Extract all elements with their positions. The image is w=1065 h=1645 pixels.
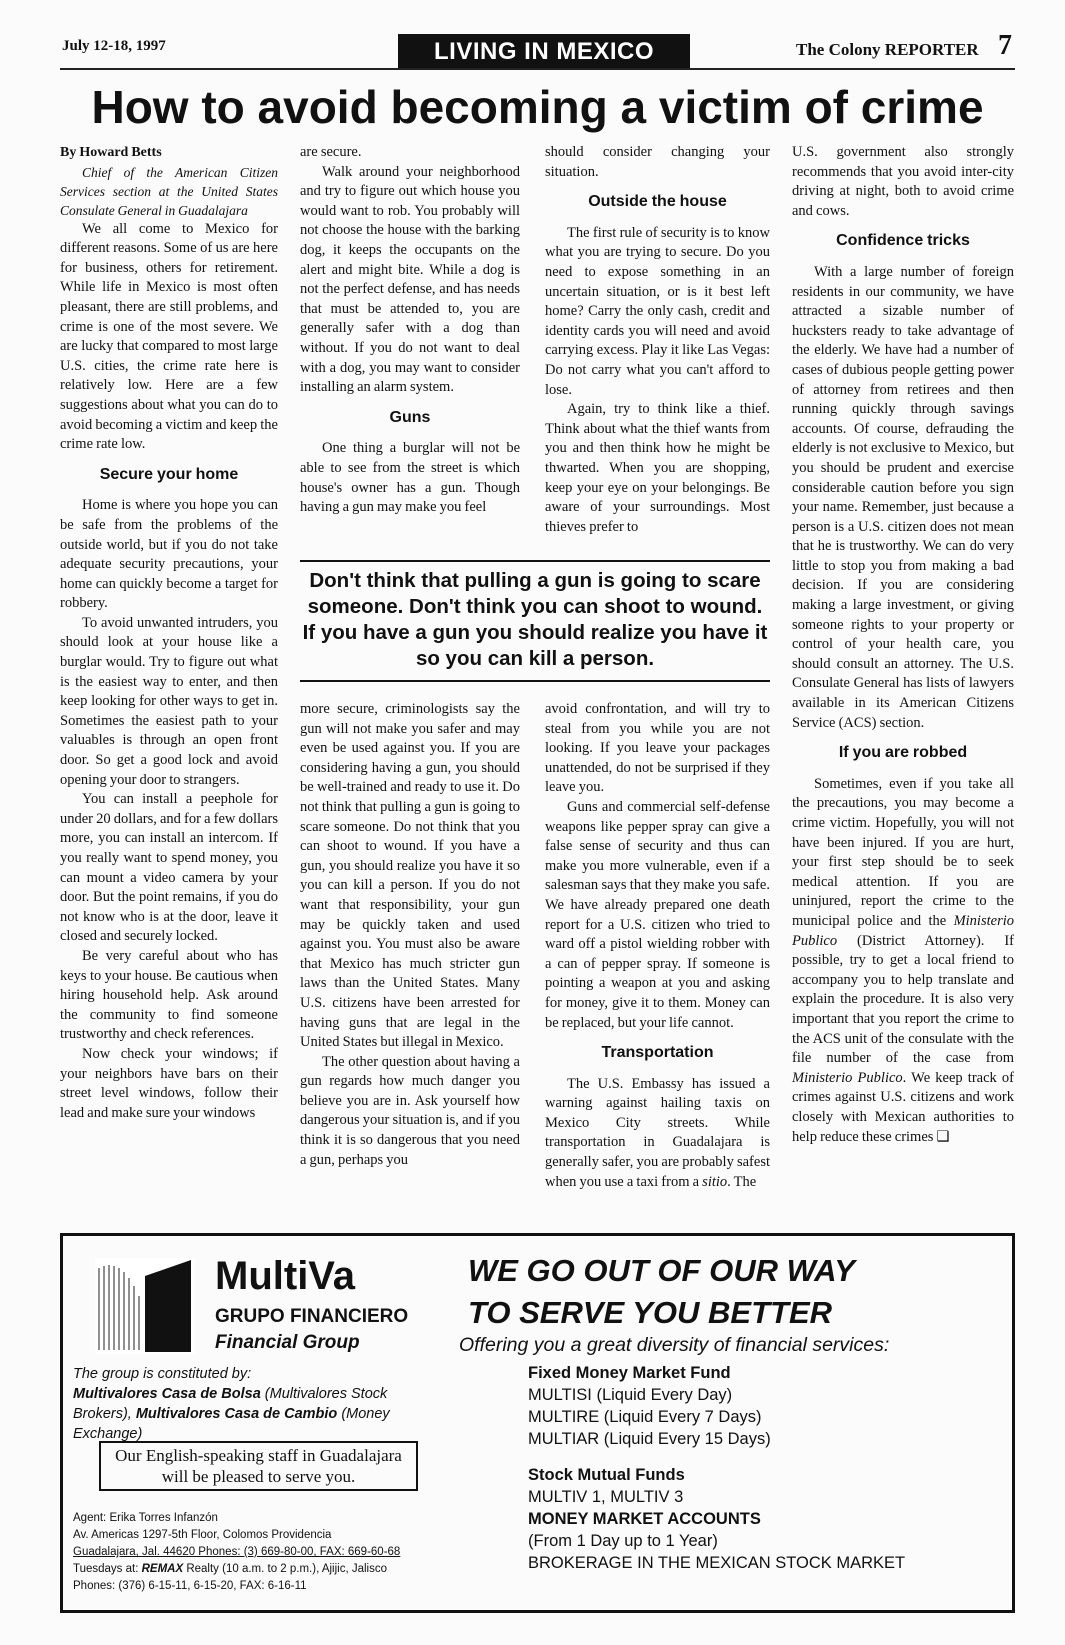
section-banner: LIVING IN MEXICO (398, 34, 690, 68)
paragraph: Home is where you hope you can be safe from the problems of the outside world, but if you do not take adequate security precautions, your home can quickly become a target for robbery. (60, 497, 278, 612)
services-intro: Offering you a great diversity of financial services: (459, 1334, 890, 1356)
subhead-if-robbed: If you are robbed (838, 744, 968, 762)
group-composition (73, 1364, 433, 1444)
service-item: BROKERAGE IN THE MEXICAN STOCK MARKET (528, 1554, 906, 1572)
text-run-italic: Ministerio Publico (792, 1069, 903, 1086)
agent-name: Agent: Erika Torres Infanzón (73, 1512, 218, 1524)
slogan-line: WE GO OUT OF OUR WAY (468, 1253, 855, 1288)
paragraph: more secure, criminologists say the gun will not make you safer and may even be used against you. If you are considering having a gun, you should be well-trained and ready to use it. Do not think that pulling a gun is going to scare someone. Do not think that you can shoot to wound. If you have a gun, you should realize you have it so you can kill a person. If you do not want that responsibility, your gun may be quickly taken and used against you. You must also be aware that Mexico has much stricter gun laws than the United States. Many U.S. citizens have been arrested for having guns that are legal in the United States but illegal in Mexico. (300, 701, 520, 1051)
paragraph: Now check your windows; if your neighbors have bars on their street level windows, follow their lead and make sure your windows (60, 1045, 278, 1121)
services-list (528, 1362, 978, 1574)
address-line: Guadalajara, Jal. 44620 Phones: (3) 669-80-00, FAX: 669-60-68 (73, 1546, 401, 1558)
paragraph: Guns and commercial self-defense weapons like pepper spray can give a false sense of security and thus can make you more vulnerable, even if a salesman says that they make you safe. We have already prepared one death report for a U.S. citizen who tried to ward off a pistol wielding robber with a can of pepper spray. If someone is pointing a weapon at you and asking for money, give it to them. Money can be replaced, but your life cannot. (545, 798, 770, 1031)
article-column-2 (300, 143, 520, 518)
paragraph: To avoid unwanted intruders, you should look at your house like a burglar would. Try to figure out what is the easiest way to enter, and then keep looking for other ways to get in. Sometimes the easiest path to your valuables is through an open front door. So get a good lock and avoid opening your door to strangers. (60, 614, 278, 788)
brand-tagline: Financial Group (215, 1332, 360, 1353)
text-run: Tuesdays at: (73, 1563, 142, 1575)
text-run: Sometimes, even if you take all the precautions, you may become a crime victim. Hopefully, you will not have been injured. If you are hurt, your first step should be to seek medical attention. If you are uninjured, report the crime to the municipal police and the (792, 775, 1014, 929)
text-run: (District Attorney). If possible, try to get a local friend to accompany you to help translate and explain the procedure. It is also very important that you report the crime to the ACS unit of the consulate with the file number of the case from (792, 932, 1014, 1067)
paragraph: Walk around your neighborhood and try to figure out which house you would want to rob. You probably will not choose the house with the barking dog, it keeps the occupants on the alert and might bite. While a dog is not the perfect defense, and has needs that must be attended to, you are generally safer with a dog than without. If you do not want to deal with a dog, you may want to consider installing an alarm system. (300, 163, 520, 396)
article-column-1 (60, 143, 278, 1123)
slogan-line: TO SERVE YOU BETTER (468, 1295, 833, 1330)
paragraph: avoid confrontation, and will try to steal from you while you are not looking. If you leave your packages unattended, do not be surprised if they leave you. (545, 701, 770, 796)
phone-line: Phones: (376) 6-15-11, 6-15-20, FAX: 6-16-11 (73, 1580, 307, 1592)
multiva-advertisement (60, 1233, 1015, 1613)
agent-contact (73, 1510, 493, 1595)
paragraph: are secure. (300, 144, 362, 160)
subhead-transportation: Transportation (601, 1044, 714, 1062)
multiva-logo-icon (95, 1258, 195, 1354)
service-item: (From 1 Day up to 1 Year) (528, 1532, 718, 1550)
paragraph: U.S. government also strongly recommends that you avoid inter-city driving at night, both to avoid crime and cows. (792, 144, 1014, 219)
headline: How to avoid becoming a victim of crime (91, 81, 984, 133)
ad-slogan (468, 1250, 988, 1334)
group-members (73, 1384, 433, 1444)
paragraph: One thing a burglar will not be able to see from the street is which house's owner has a gun. Though having a gun may make you feel (300, 440, 520, 516)
remax-label: REMAX (141, 1563, 184, 1575)
brand-name: MultiVa (215, 1254, 356, 1298)
article-column-2-continued (300, 700, 520, 1170)
text-run: Realty (10 a.m. to 2 p.m.), Ajijic, Jalisco (183, 1563, 388, 1575)
service-heading: Stock Mutual Funds (528, 1466, 685, 1484)
byline: By Howard Betts (60, 145, 162, 160)
subhead-outside-house: Outside the house (588, 193, 727, 211)
service-item: MULTIAR (Liquid Every 15 Days) (528, 1430, 771, 1448)
paragraph: The first rule of security is to know what you are trying to secure. Do you need to expose something in an uncertain situation, or is it best left home? Carry the only cash, credit and identity cards you will need and avoid carrying excess. Play it like Las Vegas: Do not carry what you can't afford to lose. (545, 224, 770, 398)
text-run: . The (727, 1173, 757, 1190)
member-name: Multivalores Casa de Cambio (135, 1406, 338, 1422)
end-mark-icon: ❑ (936, 1128, 950, 1145)
paragraph (792, 775, 1014, 1147)
newspaper-name: The Colony REPORTER (796, 40, 979, 59)
service-item: MULTISI (Liquid Every Day) (528, 1386, 733, 1404)
article-column-4 (792, 143, 1014, 1147)
text-run: . We keep track of crimes against U.S. citizens and work closely with Mexican authorities to help reduce these crimes (792, 1069, 1014, 1145)
paragraph (545, 1075, 770, 1193)
service-item: MULTIV 1, MULTIV 3 (528, 1488, 684, 1506)
page-number: 7 (998, 30, 1012, 61)
paragraph: We all come to Mexico for different reasons. Some of us are here for business, others for retirement. While life in Mexico is most often pleasant, there are still problems, and crime is one of the most severe. We are lucky that compared to most large U.S. cities, the crime rate here is relatively low. Here are a few suggestions about what you can do to avoid becoming a victim and keep the crime rate low. (60, 220, 278, 453)
text-run-italic: sitio (702, 1173, 728, 1190)
text-run-italic: Ministerio Publico (792, 912, 1014, 949)
spacer (528, 1450, 978, 1464)
brand-subtitle: GRUPO FINANCIERO (215, 1306, 409, 1327)
subhead-confidence-tricks: Confidence tricks (836, 232, 970, 250)
paragraph: Again, try to think like a thief. Think about what the thief wants from you and then think how he might be thwarted. When you are shopping, keep your eye on your belongings. Be aware of your surroundings. Most thieves prefer to (545, 401, 770, 535)
member-name: Multivalores Casa de Bolsa (73, 1386, 261, 1402)
member-desc: (Money Exchange) (73, 1406, 390, 1442)
staff-notice: Our English-speaking staff in Guadalajara will be pleased to serve you. (99, 1441, 418, 1491)
subhead-secure-home: Secure your home (99, 465, 239, 483)
paragraph: You can install a peephole for under 20 dollars, and for a few dollars more, you can install an intercom. If you really want to spend money, you can mount a video camera by your door. But the point remains, if you do not know who is at the door, leave it closed and securely locked. (60, 791, 278, 945)
article-column-3 (545, 143, 770, 537)
group-intro: The group is constituted by: (73, 1366, 252, 1382)
address-line: Av. Americas 1297-5th Floor, Colomos Providencia (73, 1529, 332, 1541)
member-desc: (Multivalores Stock Brokers), (73, 1386, 388, 1422)
tuesday-hours (73, 1561, 493, 1578)
text-run: The U.S. Embassy has issued a warning against hailing taxis on Mexico City streets. While transportation in Guadalajara is generally safer, you are probably safest when you use a taxi from a (545, 1075, 770, 1190)
header-rule (60, 68, 1015, 70)
paragraph: The other question about having a gun regards how much danger you believe you are in. Ask yourself how dangerous your situation is, and if you think it is so dangerous that you need a gun, perhaps you (300, 1053, 520, 1168)
service-heading: Fixed Money Market Fund (528, 1364, 731, 1382)
paragraph: should consider changing your situation. (545, 144, 770, 180)
paragraph: Be very careful about who has keys to your house. Be cautious when hiring household help. Ask around the community to find someone trustworthy and check references. (60, 947, 278, 1043)
paragraph: With a large number of foreign residents in our community, we have attracted a sizable number of hucksters ready to take advantage of the elderly. We have had a number of cases of dubious people getting power of attorney from retirees and then running quickly through savings accounts. Of course, defrauding the elderly is not exclusive to Mexico, but you should be prudent and exercise considerable caution before you sign your name. Remember, just because a person is a U.S. citizen does not mean that he is trustworthy. We can do very little to stop you from making a bad decision. If you are considering making a large investment, or giving someone rights to your property or control of your health care, you should consult an attorney. The U.S. Consulate General has lists of lawyers available in its American Citizens Service (ACS) section. (792, 263, 1014, 731)
service-item: MULTIRE (Liquid Every 7 Days) (528, 1408, 762, 1426)
byline-title: Chief of the American Citizen Services section at the United States Consulate General in Guadalajara (60, 164, 278, 218)
service-heading: MONEY MARKET ACCOUNTS (528, 1510, 761, 1528)
issue-date: July 12-18, 1997 (62, 38, 166, 54)
subhead-guns: Guns (389, 408, 431, 426)
article-column-3-continued (545, 700, 770, 1192)
pull-quote: Don't think that pulling a gun is going to scare someone. Don't think you can shoot to wound. If you have a gun you should realize you have it so you can kill a person. (300, 560, 770, 682)
